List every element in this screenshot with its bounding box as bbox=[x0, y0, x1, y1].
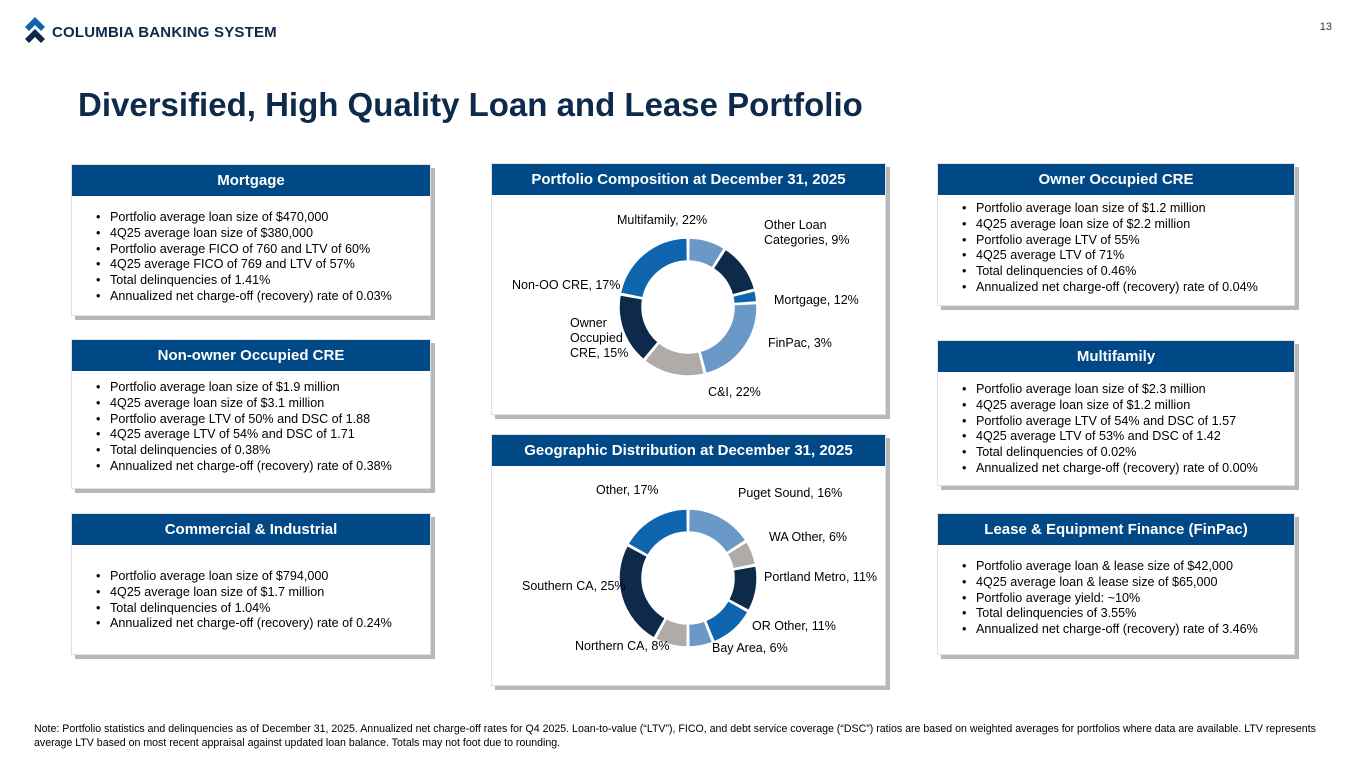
bullet-item: • 4Q25 average loan & lease size of $65,000 bbox=[962, 575, 1294, 591]
mortgage-card bbox=[71, 164, 431, 316]
mortgage-bullets bbox=[72, 210, 430, 305]
bullet-item: • Portfolio average loan size of $2.3 million bbox=[962, 382, 1294, 398]
bullet-item: • 4Q25 average LTV of 54% and DSC of 1.71 bbox=[96, 427, 430, 443]
bullet-item: • Portfolio average loan size of $1.2 million bbox=[962, 201, 1294, 217]
page-title: Diversified, High Quality Loan and Lease Portfolio bbox=[78, 86, 863, 123]
bullet-item: • 4Q25 average LTV of 71% bbox=[962, 248, 1294, 264]
non-owner-cre-card-header: Non-owner Occupied CRE bbox=[72, 340, 430, 371]
owner-cre-bullets bbox=[938, 201, 1294, 296]
slice-label: Bay Area, 6% bbox=[712, 641, 788, 655]
chevron-logo-icon bbox=[24, 16, 46, 48]
bullet-item: • Annualized net charge-off (recovery) rate of 0.04% bbox=[962, 280, 1294, 296]
bullet-item: • Total delinquencies of 1.04% bbox=[96, 601, 430, 617]
donut-slice bbox=[689, 509, 746, 553]
multifamily-card bbox=[937, 340, 1295, 486]
geographic-distribution-header: Geographic Distribution at December 31, 2025 bbox=[492, 435, 885, 466]
bullet-item: • Total delinquencies of 0.46% bbox=[962, 264, 1294, 280]
bullet-item: • 4Q25 average loan size of $1.2 million bbox=[962, 398, 1294, 414]
mortgage-card-header: Mortgage bbox=[72, 165, 430, 196]
bullet-item: • Total delinquencies of 0.38% bbox=[96, 443, 430, 459]
donut-slice bbox=[620, 238, 687, 298]
geographic-distribution-card bbox=[491, 434, 886, 686]
commercial-industrial-card-header: Commercial & Industrial bbox=[72, 514, 430, 545]
slice-label: Portland Metro, 11% bbox=[764, 570, 878, 584]
commercial-industrial-bullets bbox=[72, 569, 430, 632]
slice-label: Other Loan Categories, 9% bbox=[764, 218, 850, 247]
bullet-item: • 4Q25 average loan size of $1.7 million bbox=[96, 585, 430, 601]
bullet-item: • Annualized net charge-off (recovery) rate of 0.03% bbox=[96, 289, 430, 305]
bullet-item: • Portfolio average FICO of 760 and LTV of 60% bbox=[96, 242, 430, 258]
multifamily-bullets bbox=[938, 382, 1294, 477]
logo-text: COLUMBIA BANKING SYSTEM bbox=[52, 23, 277, 41]
slice-label: OR Other, 11% bbox=[752, 619, 836, 633]
footnote: Note: Portfolio statistics and delinquencies as of December 31, 2025. Annualized net charge-off rates for Q4 2025. Loan-to-value (“LTV”), FICO, and debt service coverage (“DSC”) ratios are based on weighted averages for portfolios where data are available. LTV represents average LTV based on most recent appraisal against updated loan balance. Totals may not foot due to rounding. bbox=[34, 723, 1316, 749]
owner-cre-card-header: Owner Occupied CRE bbox=[938, 164, 1294, 195]
donut-slice bbox=[628, 509, 688, 555]
slice-label: Southern CA, 25% bbox=[522, 579, 626, 593]
slice-label: Multifamily, 22% bbox=[617, 213, 708, 227]
bullet-item: • Total delinquencies of 3.55% bbox=[962, 606, 1294, 622]
slice-label: Northern CA, 8% bbox=[575, 639, 670, 653]
donut-slice bbox=[700, 303, 757, 373]
slice-label: Owner Occupied CRE, 15% bbox=[570, 316, 629, 360]
slice-label: Mortgage, 12% bbox=[774, 293, 859, 307]
donut-slice bbox=[619, 545, 665, 638]
portfolio-composition-donut bbox=[492, 195, 887, 416]
bullet-item: • Portfolio average loan & lease size of $42,000 bbox=[962, 559, 1294, 575]
non-owner-cre-bullets bbox=[72, 380, 430, 475]
bullet-item: • Annualized net charge-off (recovery) rate of 0.38% bbox=[96, 459, 430, 475]
bullet-item: • 4Q25 average loan size of $380,000 bbox=[96, 226, 430, 242]
portfolio-composition-header: Portfolio Composition at December 31, 2025 bbox=[492, 164, 885, 195]
multifamily-card-header: Multifamily bbox=[938, 341, 1294, 372]
bullet-item: • 4Q25 average loan size of $2.2 million bbox=[962, 217, 1294, 233]
bullet-item: • Total delinquencies of 1.41% bbox=[96, 273, 430, 289]
geographic-distribution-donut bbox=[492, 466, 887, 687]
finpac-card bbox=[937, 513, 1295, 655]
commercial-industrial-card bbox=[71, 513, 431, 655]
slice-label: WA Other, 6% bbox=[769, 530, 848, 544]
bullet-item: • Portfolio average loan size of $1.9 million bbox=[96, 380, 430, 396]
bullet-item: • Total delinquencies of 0.02% bbox=[962, 445, 1294, 461]
bullet-item: • Portfolio average yield: ~10% bbox=[962, 591, 1294, 607]
slice-label: C&I, 22% bbox=[708, 385, 761, 399]
finpac-card-header: Lease & Equipment Finance (FinPac) bbox=[938, 514, 1294, 545]
bullet-item: • Portfolio average loan size of $470,000 bbox=[96, 210, 430, 226]
slice-label: Non-OO CRE, 17% bbox=[512, 278, 621, 292]
bullet-item: • 4Q25 average loan size of $3.1 million bbox=[96, 396, 430, 412]
slice-label: Other, 17% bbox=[596, 483, 659, 497]
finpac-bullets bbox=[938, 559, 1294, 638]
bullet-item: • Portfolio average LTV of 55% bbox=[962, 233, 1294, 249]
bullet-item: • Portfolio average loan size of $794,000 bbox=[96, 569, 430, 585]
slice-label: FinPac, 3% bbox=[768, 336, 832, 350]
bullet-item: • Portfolio average LTV of 50% and DSC of 1.88 bbox=[96, 412, 430, 428]
bullet-item: • Portfolio average LTV of 54% and DSC of 1.57 bbox=[962, 414, 1294, 430]
portfolio-composition-card bbox=[491, 163, 886, 415]
bullet-item: • Annualized net charge-off (recovery) rate of 0.00% bbox=[962, 461, 1294, 477]
bullet-item: • Annualized net charge-off (recovery) rate of 0.24% bbox=[96, 616, 430, 632]
bullet-item: • 4Q25 average FICO of 769 and LTV of 57% bbox=[96, 257, 430, 273]
non-owner-cre-card bbox=[71, 339, 431, 489]
page-number: 13 bbox=[1319, 21, 1332, 33]
slice-label: Puget Sound, 16% bbox=[738, 486, 843, 500]
bullet-item: • Annualized net charge-off (recovery) rate of 3.46% bbox=[962, 622, 1294, 638]
logo bbox=[24, 16, 277, 48]
owner-cre-card bbox=[937, 163, 1295, 306]
bullet-item: • 4Q25 average LTV of 53% and DSC of 1.42 bbox=[962, 429, 1294, 445]
